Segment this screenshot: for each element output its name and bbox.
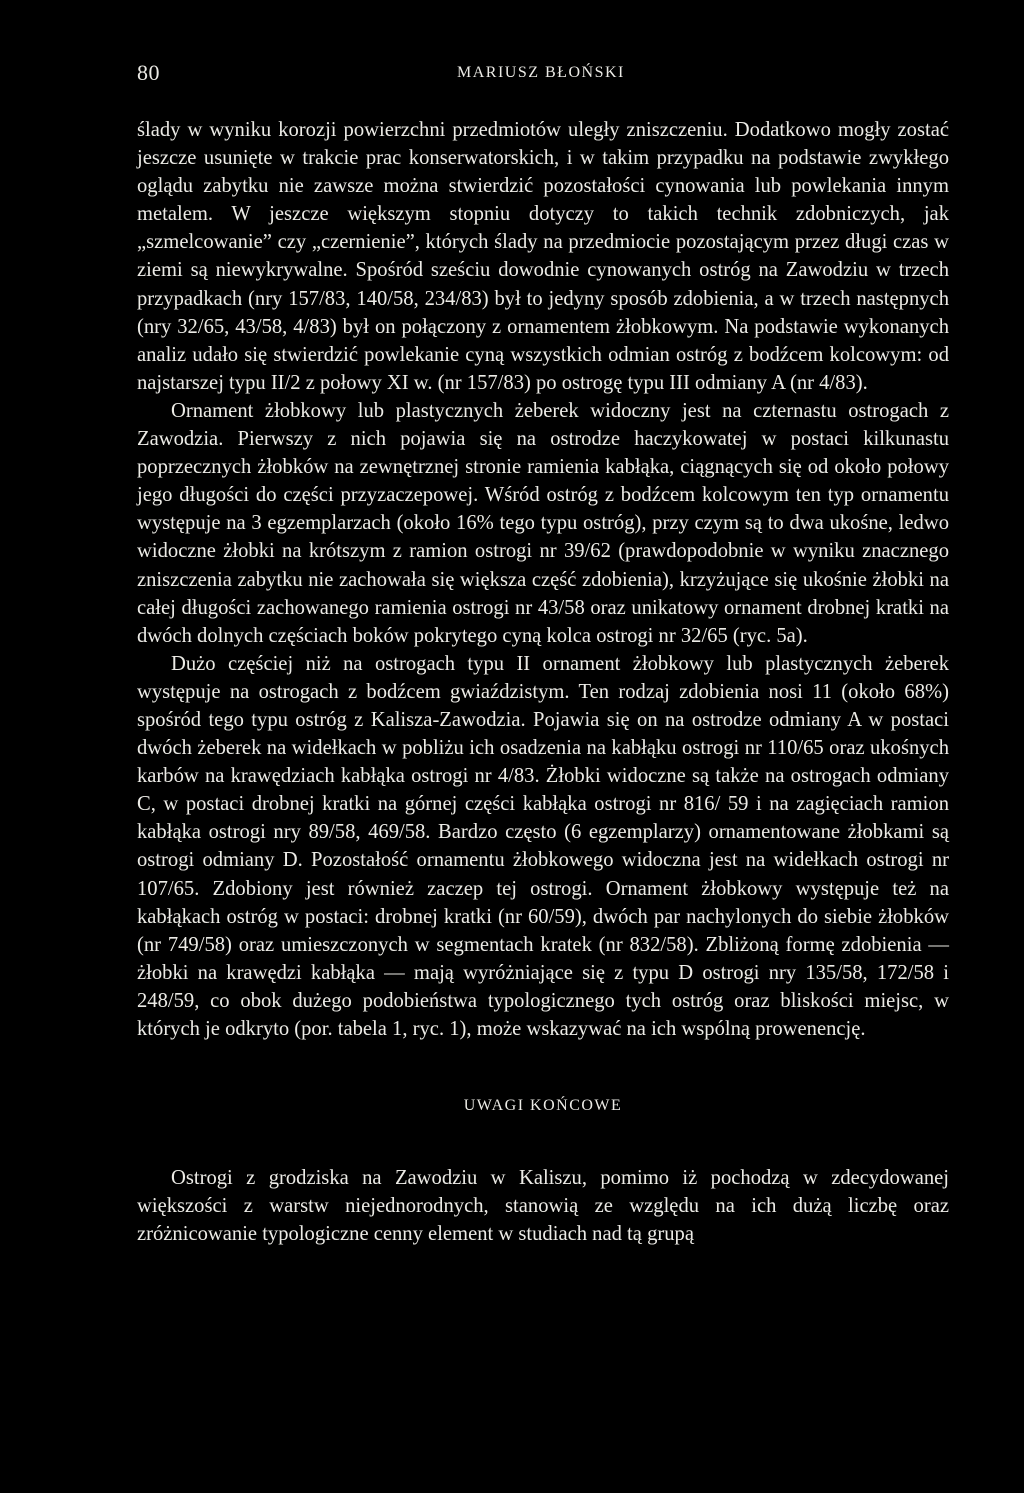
paragraph: Dużo częściej niż na ostrogach typu II ornament żłobkowy lub plastycznych żeberek występuje na ostrogach z bodźcem gwiaździstym. Ten rodzaj zdobienia nosi 11 (około 68%) spośród tego typu ostróg z Kalisza-Zawodzia. Pojawia się on na ostrodze odmiany A w postaci dwóch żeberek na widełkach w pobliżu ich osadzenia na kabłąku ostrogi nr 110/65 oraz ukośnych karbów na krawędziach kabłąka ostrogi nr 4/83. Żłobki widoczne są także na ostrogach odmiany C, w postaci drobnej kratki na górnej części kabłąka ostrogi nr 816/ 59 i na zagięciach ramion kabłąka ostrogi nry 89/58, 469/58. Bardzo często (6 egzemplarzy) ornamentowane żłobkami są ostrogi odmiany D. Pozostałość ornamentu żłobkowego widoczna jest na widełkach ostrogi nr 107/65. Zdobiony jest również zaczep tej ostrogi. Ornament żłobkowy występuje też na kabłąkach ostróg w postaci: drobnej kratki (nr 60/59), dwóch par nachylonych do siebie żłobków (nr 749/58) oraz umieszczonych w segmentach kratek (nr 832/58). Zbliżoną formę zdobienia — żłobki na krawędzi kabłąka — mają wyróżniające się z typu D ostrogi nry 135/58, 172/58 i 248/59, co obok dużego podobieństwa typologicznego tych ostróg oraz bliskości miejsc, w których je odkryto (por. tabela 1, ryc. 1), może wskazywać na ich wspólną prowenencję. <box>137 652 949 1040</box>
paragraph: Ornament żłobkowy lub plastycznych żeberek widoczny jest na czternastu ostrogach z Zawodzia. Pierwszy z nich pojawia się na ostrodze haczykowatej w postaci kilkunastu poprzecznych żłobków na zewnętrznej stronie ramienia kabłąka, ciągnących się od około połowy jego długości do części przyzaczepowej. Wśród ostróg z bodźcem kolcowym ten typ ornamentu występuje na 3 egzemplarzach (około 16% tego typu ostróg), przy czym są to dwa ukośne, ledwo widoczne żłobki na krótszym z ramion ostrogi nr 39/62 (prawdopodobnie w wyniku znacznego zniszczenia zabytku nie zachowała się większa część zdobienia), krzyżujące się ukośnie żłobki na całej długości zachowanego ramienia ostrogi nr 43/58 oraz unikatowy ornament drobnej kratki na dwóch dolnych częściach boków pokrytego cyną kolca ostrogi nr 32/65 (ryc. 5a). <box>137 399 949 647</box>
running-head: MARIUSZ BŁOŃSKI <box>457 64 625 81</box>
section-heading: UWAGI KOŃCOWE <box>463 1097 623 1115</box>
body-text <box>137 116 949 1248</box>
page-number: 80 <box>137 60 160 85</box>
section-paragraph: Ostrogi z grodziska na Zawodziu w Kaliszu, pomimo iż pochodzą w zdecydowanej większości z warstw niejednorodnych, stanowią ze względu na ich dużą liczbę oraz zróżnicowanie typologiczne cenny element w studiach nad tą grupą <box>137 1167 949 1246</box>
paragraph-continued: ślady w wyniku korozji powierzchni przedmiotów uległy zniszczeniu. Dodatkowo mogły zostać jeszcze usunięte w trakcie prac konserwatorskich, i w takim przypadku na podstawie zwykłego oglądu zabytku nie zawsze można stwierdzić pozostałości cynowania lub powlekania innym metalem. W jeszcze większym stopniu dotyczy to takich technik zdobniczych, jak „szmelcowanie” czy „czernienie”, których ślady na przedmiocie pozostającym przez długi czas w ziemi są niewykrywalne. Spośród sześciu dowodnie cynowanych ostróg na Zawodziu w trzech przypadkach (nry 157/83, 140/58, 234/83) był to jedyny sposób zdobienia, a w trzech następnych (nry 32/65, 43/58, 4/83) był on połączony z ornamentem żłobkowym. Na podstawie wykonanych analiz udało się stwierdzić powlekanie cyną wszystkich odmian ostróg z bodźcem kolcowym: od najstarszej typu II/2 z połowy XI w. (nr 157/83) po ostrogę typu III odmiany A (nr 4/83). <box>137 119 949 394</box>
page-header <box>137 60 949 90</box>
